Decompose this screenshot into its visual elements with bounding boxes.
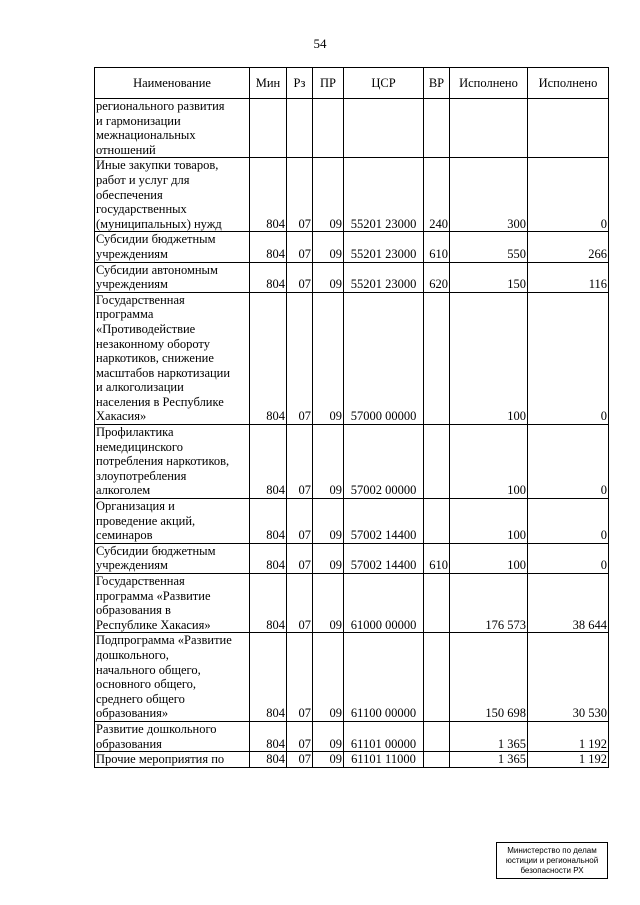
row-vr-cell <box>424 574 450 633</box>
row-executed-1-cell: 1 365 <box>450 721 528 751</box>
header-csr: ЦСР <box>344 68 424 99</box>
row-vr-cell <box>424 425 450 499</box>
row-csr-cell: 57000 00000 <box>344 292 424 424</box>
row-vr-cell <box>424 499 450 544</box>
table-row <box>95 292 609 424</box>
row-rz-cell: 07 <box>287 633 313 722</box>
row-csr-cell: 57002 00000 <box>344 425 424 499</box>
row-name-cell: Организация и проведение акций, семинаров <box>95 499 250 544</box>
row-executed-2-cell: 0 <box>528 292 609 424</box>
row-executed-2-cell: 1 192 <box>528 721 609 751</box>
table-body <box>95 99 609 768</box>
row-pr-cell: 09 <box>313 574 344 633</box>
row-vr-cell: 610 <box>424 543 450 573</box>
row-min-cell: 804 <box>250 721 287 751</box>
row-executed-2-cell: 1 192 <box>528 752 609 768</box>
row-executed-2-cell: 266 <box>528 232 609 262</box>
row-executed-2-cell: 0 <box>528 158 609 232</box>
row-executed-1-cell: 176 573 <box>450 574 528 633</box>
row-pr-cell: 09 <box>313 262 344 292</box>
row-csr-cell: 57002 14400 <box>344 543 424 573</box>
row-executed-1-cell: 300 <box>450 158 528 232</box>
row-name-cell: Развитие дошкольного образования <box>95 721 250 751</box>
row-vr-cell: 240 <box>424 158 450 232</box>
row-csr-cell: 61000 00000 <box>344 574 424 633</box>
row-name-cell: Профилактика немедицинского потребления наркотиков, злоупотребления алкоголем <box>95 425 250 499</box>
row-rz-cell: 07 <box>287 574 313 633</box>
stamp-line: безопасности РХ <box>520 865 584 875</box>
row-min-cell: 804 <box>250 232 287 262</box>
row-vr-cell <box>424 721 450 751</box>
row-rz-cell: 07 <box>287 262 313 292</box>
row-name-cell: Субсидии бюджетным учреждениям <box>95 232 250 262</box>
row-rz-cell <box>287 99 313 158</box>
row-min-cell <box>250 99 287 158</box>
row-name-cell: Государственная программа «Противодействие незаконному обороту наркотиков, снижение масштабов наркотизации и алкоголизации населения в Республике Хакасия» <box>95 292 250 424</box>
row-executed-1-cell: 100 <box>450 543 528 573</box>
stamp-line: Министерство по делам <box>507 845 597 855</box>
row-pr-cell: 09 <box>313 425 344 499</box>
page-number: 54 <box>313 36 327 51</box>
row-executed-1-cell: 100 <box>450 292 528 424</box>
row-executed-1-cell: 150 <box>450 262 528 292</box>
table-row <box>95 232 609 262</box>
table-row <box>95 262 609 292</box>
row-vr-cell: 620 <box>424 262 450 292</box>
header-name: Наименование <box>95 68 250 99</box>
row-min-cell: 804 <box>250 543 287 573</box>
row-csr-cell: 55201 23000 <box>344 232 424 262</box>
row-vr-cell <box>424 292 450 424</box>
row-pr-cell: 09 <box>313 158 344 232</box>
row-executed-2-cell: 30 530 <box>528 633 609 722</box>
row-rz-cell: 07 <box>287 158 313 232</box>
row-vr-cell: 610 <box>424 232 450 262</box>
row-rz-cell: 07 <box>287 232 313 262</box>
budget-table <box>94 67 609 768</box>
row-csr-cell: 61101 00000 <box>344 721 424 751</box>
row-executed-2-cell: 116 <box>528 262 609 292</box>
row-executed-1-cell: 100 <box>450 425 528 499</box>
header-executed-1: Исполнено <box>450 68 528 99</box>
header-executed-2: Исполнено <box>528 68 609 99</box>
row-pr-cell <box>313 99 344 158</box>
row-name-cell: Иные закупки товаров, работ и услуг для обеспечения государственных (муниципальных) нужд <box>95 158 250 232</box>
row-pr-cell: 09 <box>313 232 344 262</box>
header-min: Мин <box>250 68 287 99</box>
row-rz-cell: 07 <box>287 292 313 424</box>
table-row <box>95 752 609 768</box>
row-executed-1-cell: 100 <box>450 499 528 544</box>
row-name-cell: регионального развития и гармонизации межнациональных отношений <box>95 99 250 158</box>
header-vr: ВР <box>424 68 450 99</box>
row-min-cell: 804 <box>250 574 287 633</box>
row-name-cell: Субсидии бюджетным учреждениям <box>95 543 250 573</box>
row-csr-cell: 61100 00000 <box>344 633 424 722</box>
row-min-cell: 804 <box>250 499 287 544</box>
row-rz-cell: 07 <box>287 499 313 544</box>
header-rz: Рз <box>287 68 313 99</box>
row-executed-1-cell: 550 <box>450 232 528 262</box>
header-pr: ПР <box>313 68 344 99</box>
table-row <box>95 574 609 633</box>
table-header-row <box>95 68 609 99</box>
row-rz-cell: 07 <box>287 752 313 768</box>
row-min-cell: 804 <box>250 752 287 768</box>
row-pr-cell: 09 <box>313 752 344 768</box>
table-row <box>95 633 609 722</box>
row-csr-cell: 61101 11000 <box>344 752 424 768</box>
row-vr-cell <box>424 752 450 768</box>
row-min-cell: 804 <box>250 425 287 499</box>
row-pr-cell: 09 <box>313 543 344 573</box>
row-executed-1-cell: 1 365 <box>450 752 528 768</box>
table-row <box>95 99 609 158</box>
row-name-cell: Подпрограмма «Развитие дошкольного, начального общего, основного общего, среднего общего образования» <box>95 633 250 722</box>
row-csr-cell: 57002 14400 <box>344 499 424 544</box>
row-min-cell: 804 <box>250 633 287 722</box>
table-row <box>95 158 609 232</box>
row-executed-2-cell: 0 <box>528 543 609 573</box>
row-vr-cell <box>424 633 450 722</box>
row-pr-cell: 09 <box>313 292 344 424</box>
table-row <box>95 543 609 573</box>
row-executed-2-cell: 0 <box>528 499 609 544</box>
row-pr-cell: 09 <box>313 721 344 751</box>
ministry-stamp <box>496 842 608 879</box>
row-min-cell: 804 <box>250 292 287 424</box>
row-executed-1-cell: 150 698 <box>450 633 528 722</box>
row-rz-cell: 07 <box>287 543 313 573</box>
row-name-cell: Государственная программа «Развитие образования в Республике Хакасия» <box>95 574 250 633</box>
row-name-cell: Субсидии автономным учреждениям <box>95 262 250 292</box>
row-executed-2-cell: 38 644 <box>528 574 609 633</box>
row-rz-cell: 07 <box>287 721 313 751</box>
table-row <box>95 721 609 751</box>
row-executed-2-cell: 0 <box>528 425 609 499</box>
stamp-line: юстиции и региональной <box>505 855 599 865</box>
row-pr-cell: 09 <box>313 499 344 544</box>
row-executed-2-cell <box>528 99 609 158</box>
row-min-cell: 804 <box>250 262 287 292</box>
row-min-cell: 804 <box>250 158 287 232</box>
row-csr-cell <box>344 99 424 158</box>
row-executed-1-cell <box>450 99 528 158</box>
row-csr-cell: 55201 23000 <box>344 262 424 292</box>
row-rz-cell: 07 <box>287 425 313 499</box>
table-row <box>95 499 609 544</box>
row-vr-cell <box>424 99 450 158</box>
row-csr-cell: 55201 23000 <box>344 158 424 232</box>
row-pr-cell: 09 <box>313 633 344 722</box>
table-row <box>95 425 609 499</box>
row-name-cell: Прочие мероприятия по <box>95 752 250 768</box>
